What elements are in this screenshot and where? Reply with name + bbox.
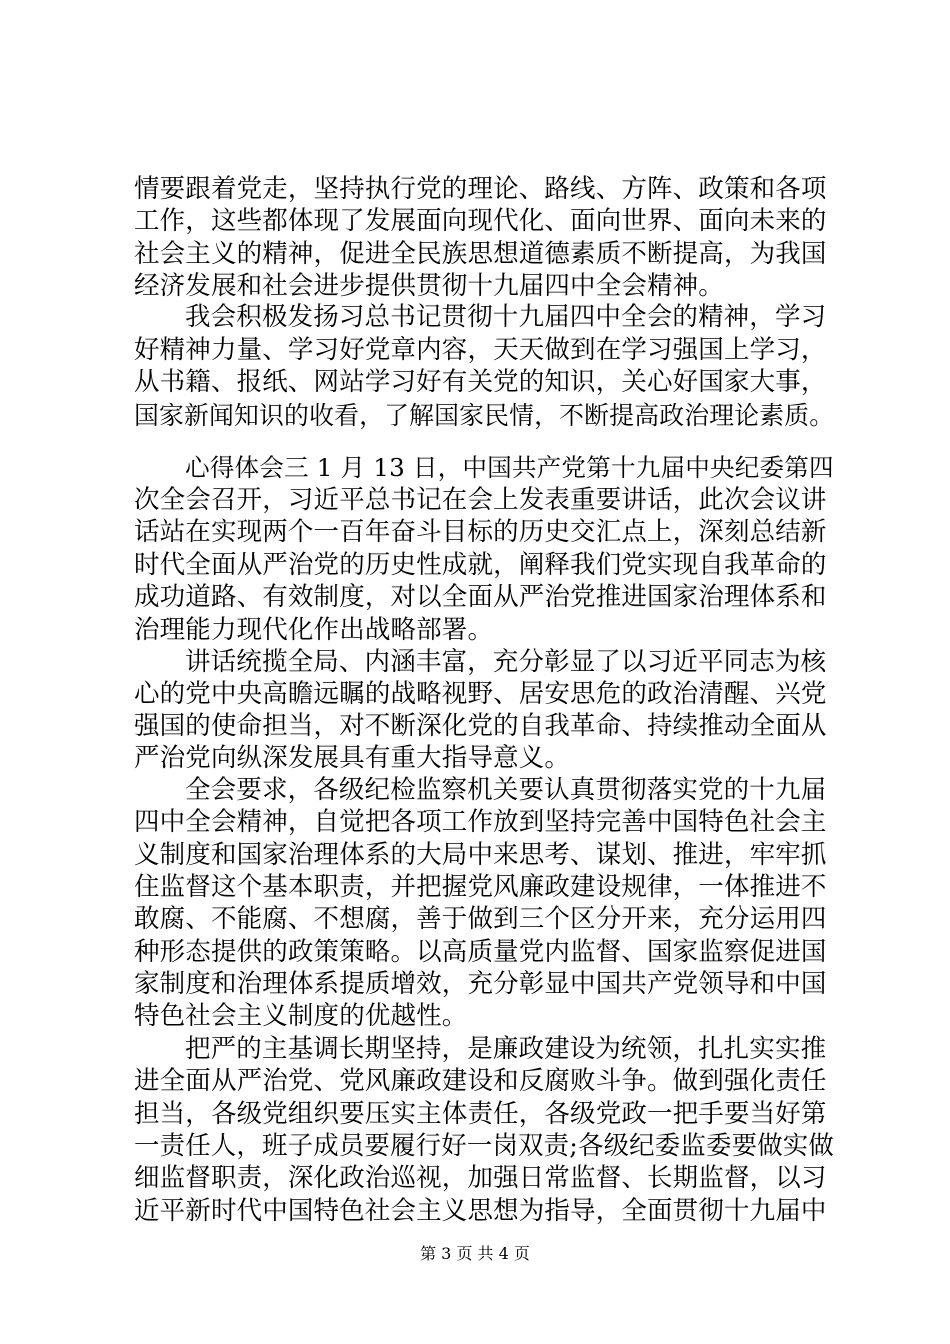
text-line: 住监督这个基本职责，并把握党风廉政建设规律，一体推进不 <box>134 871 827 902</box>
text-line: 一责任人，班子成员要履行好一岗双责;各级纪委监委要做实做 <box>134 1130 835 1161</box>
text-line: 讲话统揽全局、内涵丰富，充分彰显了以习近平同志为核 <box>185 647 827 677</box>
text-line: 次全会召开，习近平总书记在会上发表重要讲话，此次会议讲 <box>134 484 827 515</box>
text-line: 种形态提供的政策策略。以高质量党内监督、国家监察促进国 <box>134 936 827 967</box>
text-line: 经济发展和社会进步提供贯彻十九届四中全会精神。 <box>134 271 724 302</box>
text-line: 特色社会主义制度的优越性。 <box>134 1001 468 1032</box>
page-footer: 第 3 页 共 4 页 <box>420 1244 530 1263</box>
text-line: 严治党向纵深发展具有重大指导意义。 <box>134 743 571 773</box>
text-line: 国家新闻知识的收看，了解国家民情，不断提高政治理论素质。 <box>134 400 835 430</box>
text-line: 社会主义的精神，促进全民族思想道德素质不断提高，为我国 <box>134 238 827 269</box>
text-line: 心得体会三 1 月 13 日，中国共产党第十九届中央纪委第四 <box>185 453 834 482</box>
text-line: 从书籍、报纸、网站学习好有关党的知识，关心好国家大事， <box>134 367 827 397</box>
text-line: 担当，各级党组织要压实主体责任，各级党政一把手要当好第 <box>134 1098 827 1129</box>
text-line: 治理能力现代化作出战略部署。 <box>134 615 494 645</box>
text-line: 敢腐、不能腐、不想腐，善于做到三个区分开来，充分运用四 <box>134 904 827 935</box>
text-line: 进全面从严治党、党风廉政建设和反腐败斗争。做到强化责任 <box>134 1066 827 1097</box>
text-line: 工作，这些都体现了发展面向现代化、面向世界、面向未来的 <box>134 206 827 237</box>
text-line: 强国的使命担当，对不断深化党的自我革命、持续推动全面从 <box>134 711 827 741</box>
text-line: 我会积极发扬习总书记贯彻十九届四中全会的精神，学习 <box>185 302 827 332</box>
text-line: 时代全面从严治党的历史性成就，阐释我们党实现自我革命的 <box>134 549 827 580</box>
text-line: 近平新时代中国特色社会主义思想为指导，全面贯彻十九届中 <box>134 1195 827 1226</box>
text-line: 家制度和治理体系提质增效，充分彰显中国共产党领导和中国 <box>134 968 827 999</box>
text-line: 把严的主基调长期坚持，是廉政建设为统领，扎扎实实推 <box>185 1034 827 1064</box>
text-line: 心的党中央高瞻远瞩的战略视野、居安思危的政治清醒、兴党 <box>134 679 827 709</box>
text-line: 细监督职责，深化政治巡视，加强日常监督、长期监督，以习 <box>134 1163 827 1194</box>
text-line: 四中全会精神，自觉把各项工作放到坚持完善中国特色社会主 <box>134 807 827 838</box>
text-line: 好精神力量、学习好党章内容，天天做到在学习强国上学习， <box>134 334 827 365</box>
text-line: 话站在实现两个一百年奋斗目标的历史交汇点上，深刻总结新 <box>134 517 827 548</box>
text-line: 全会要求，各级纪检监察机关要认真贯彻落实党的十九届 <box>185 775 827 805</box>
text-line: 成功道路、有效制度，对以全面从严治党推进国家治理体系和 <box>134 582 827 613</box>
text-line: 义制度和国家治理体系的大局中来思考、谋划、推进，牢牢抓 <box>134 839 827 870</box>
text-line: 情要跟着党走，坚持执行党的理论、路线、方阵、政策和各项 <box>134 174 827 204</box>
